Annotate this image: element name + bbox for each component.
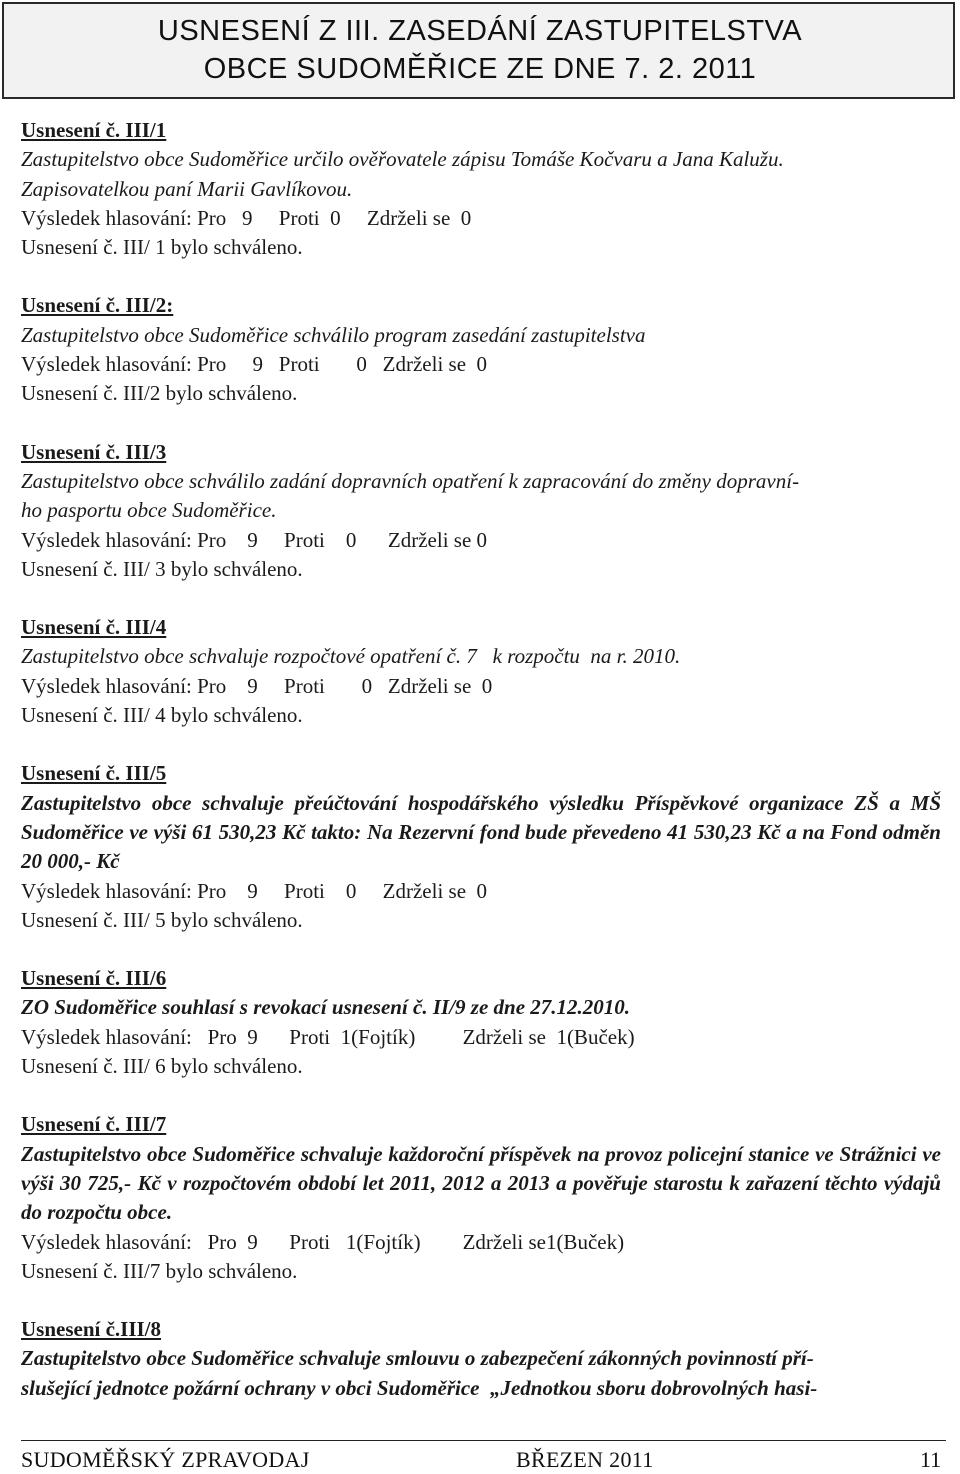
footer-divider — [21, 1440, 946, 1441]
resolution-heading: Usnesení č. III/6 — [21, 966, 167, 991]
resolution-body-line: slušející jednotce požární ochrany v obci Sudoměřice „Jednotkou sboru dobrovolných hasi- — [21, 1375, 818, 1400]
resolution-body-line: Zastupitelstvo obce schválilo zadání dopravních opatření k zapracování do změny dopravní- — [21, 468, 800, 493]
resolution-body-line: Zastupitelstvo obce Sudoměřice schválilo program zasedání zastupitelstva — [21, 322, 646, 347]
resolution-heading: Usnesení č. III/4 — [21, 615, 167, 640]
resolution-2 — [21, 291, 941, 408]
vote-result: Výsledek hlasování: Pro 9 Proti 1(Fojtík) Zdrželi se1(Buček) — [21, 1229, 625, 1254]
resolution-body: Zastupitelstvo obce schvaluje přeúčtování hospodářského výsledku Příspěvkové organizace ZŠ a MŠ Sudoměřice ve výši 61 530,23 Kč takto: Na Rezervní fond bude převedeno 41 530,23 Kč a na Fond odměn 20 000,- Kč — [21, 790, 941, 874]
resolution-6 — [21, 964, 941, 1081]
vote-result: Výsledek hlasování: Pro 9 Proti 0 Zdrželi se 0 — [21, 527, 488, 552]
approval-statement: Usnesení č. III/7 bylo schváleno. — [21, 1258, 298, 1283]
approval-statement: Usnesení č. III/ 6 bylo schváleno. — [21, 1054, 303, 1079]
vote-result: Výsledek hlasování: Pro 9 Proti 1(Fojtík) Zdrželi se 1(Buček) — [21, 1024, 635, 1049]
resolution-1 — [21, 116, 941, 262]
vote-result: Výsledek hlasování: Pro 9 Proti 0 Zdrželi se 0 — [21, 673, 493, 698]
resolution-heading: Usnesení č.III/8 — [21, 1317, 162, 1342]
resolution-heading: Usnesení č. III/1 — [21, 118, 167, 142]
resolution-heading: Usnesení č. III/5 — [21, 761, 167, 786]
resolution-body-line: Zapisovatelkou paní Marii Gavlíkovou. — [21, 176, 353, 201]
vote-result: Výsledek hlasování: Pro 9 Proti 0 Zdrželi se 0 — [21, 352, 488, 377]
resolutions-list — [21, 116, 941, 1432]
resolution-heading: Usnesení č. III/7 — [21, 1112, 167, 1137]
resolution-3 — [21, 438, 941, 584]
resolution-heading: Usnesení č. III/2: — [21, 293, 174, 318]
approval-statement: Usnesení č. III/ 3 bylo schváleno. — [21, 556, 303, 581]
resolution-body-line: Zastupitelstvo obce Sudoměřice schvaluje smlouvu o zabezpečení zákonných povinností pří- — [21, 1346, 814, 1371]
resolution-body-line: ZO Sudoměřice souhlasí s revokací usnesení č. II/9 ze dne 27.12.2010. — [21, 995, 631, 1020]
vote-result: Výsledek hlasování: Pro 9 Proti 0 Zdrželi se 0 — [21, 878, 488, 903]
page-title-line-1: USNESENÍ Z III. ZASEDÁNÍ ZASTUPITELSTVA — [157, 15, 803, 47]
approval-statement: Usnesení č. III/2 bylo schváleno. — [21, 381, 298, 406]
resolution-body: Zastupitelstvo obce Sudoměřice schvaluje každoroční příspěvek na provoz policejní stanice ve Strážnici ve výši 30 725,- Kč v rozpočtovém období let 2011, 2012 a 2013 a pověřuje starostu k zařazení těchto výdajů do rozpočtu obce. — [21, 1141, 941, 1225]
approval-statement: Usnesení č. III/ 5 bylo schváleno. — [21, 907, 303, 932]
approval-statement: Usnesení č. III/ 4 bylo schváleno. — [21, 703, 303, 728]
resolution-5 — [21, 759, 941, 935]
resolution-body-line: Zastupitelstvo obce schvaluje rozpočtové opatření č. 7 k rozpočtu na r. 2010. — [21, 644, 681, 669]
footer-page-number: 11 — [920, 1447, 942, 1472]
resolution-body-line: Zastupitelstvo obce Sudoměřice určilo ověřovatele zápisu Tomáše Kočvaru a Jana Kalužu. — [21, 147, 784, 172]
resolution-heading: Usnesení č. III/3 — [21, 439, 167, 464]
resolution-body-line: ho pasportu obce Sudoměřice. — [21, 498, 277, 523]
page-title-line-2: OBCE SUDOMĚŘICE ZE DNE 7. 2. 2011 — [203, 53, 757, 85]
approval-statement: Usnesení č. III/ 1 bylo schváleno. — [21, 235, 303, 260]
resolution-4 — [21, 613, 941, 730]
footer-issue-date: BŘEZEN 2011 — [516, 1447, 654, 1472]
resolution-7 — [21, 1110, 941, 1286]
footer-publication-name: SUDOMĚŘSKÝ ZPRAVODAJ — [21, 1447, 310, 1472]
resolution-8 — [21, 1315, 941, 1403]
vote-result: Výsledek hlasování: Pro 9 Proti 0 Zdrželi se 0 — [21, 205, 472, 230]
